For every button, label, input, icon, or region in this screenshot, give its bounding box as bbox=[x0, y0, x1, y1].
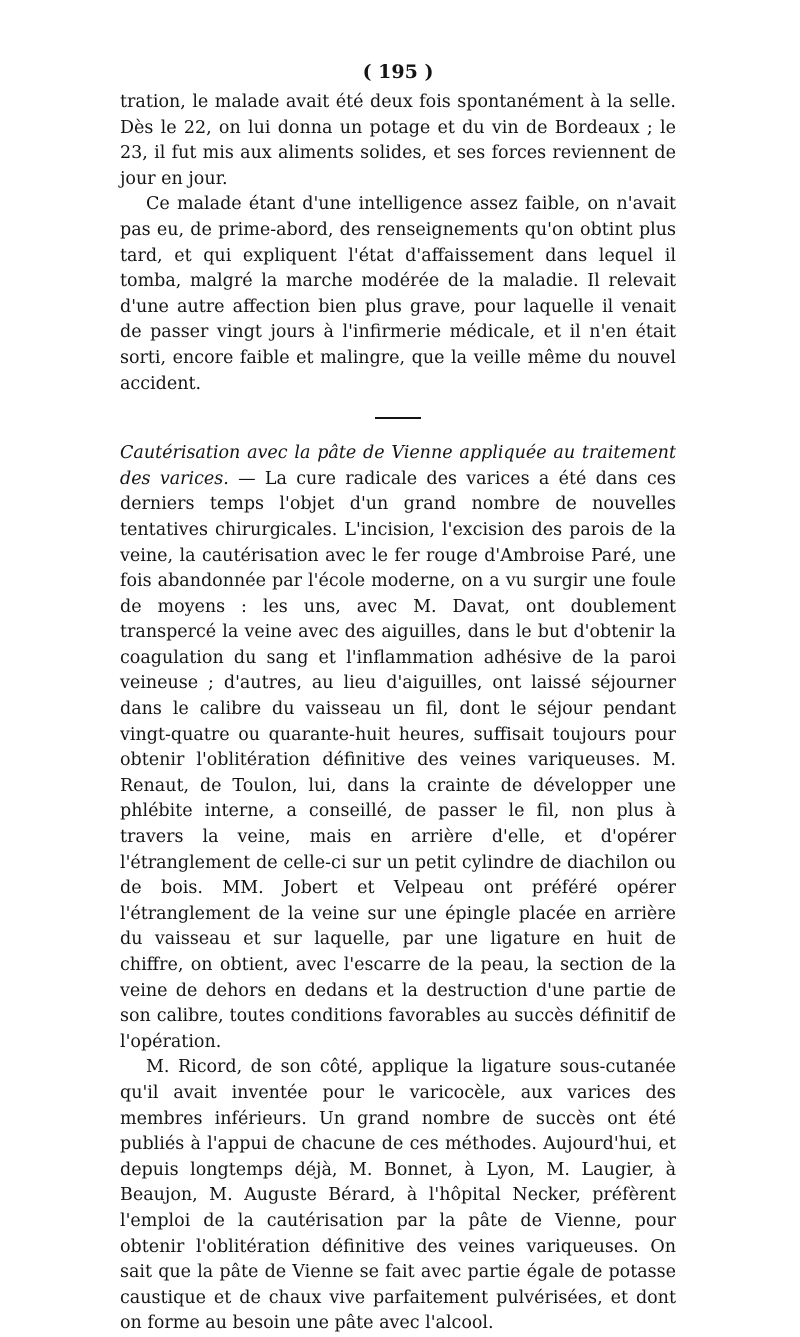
section-divider bbox=[375, 417, 421, 419]
section-title: Cautérisation avec la pâte de Vienne appliquée au traitement des varices. bbox=[120, 443, 676, 489]
paragraph-ricord: M. Ricord, de son côté, applique la ligature sous-cutanée qu'il avait inventée pour le varicocèle, aux varices des membres inférieurs. Un grand nombre de succès ont été publiés à l'appui de chacune de ces méthodes. Aujourd'hui, et depuis longtemps déjà, M. Bonnet, à Lyon, M. Laugier, à Beaujon, M. Auguste Bérard, à l'hôpital Necker, préfèrent l'emploi de la cautérisation par la pâte de Vienne, pour obtenir l'oblitération définitive des veines variqueuses. On sait que la pâte de Vienne se fait avec partie égale de potasse caustique et de chaux vive parfaitement pulvérisées, et dont on forme au besoin une pâte avec l'alcool. bbox=[120, 1057, 676, 1334]
section-paragraph bbox=[120, 441, 676, 1055]
paragraph-patient-history: Ce malade étant d'une intelligence assez faible, on n'avait pas eu, de prime-abord, des renseignements qu'on obtint plus tard, et qui expliquent l'état d'affaissement dans lequel il tomba, malgré la marche modérée de la maladie. Il relevait d'une autre affection bien plus grave, pour laquelle il venait de passer vingt jours à l'infirmerie médicale, et il n'en était sorti, encore faible et malingre, que la veille même du nouvel accident. bbox=[120, 194, 676, 394]
section-body: — La cure radicale des varices a été dans ces derniers temps l'objet d'un grand nombre de nouvelles tentatives chirurgicales. L'incision, l'excision des parois de la veine, la cautérisation avec le fer rouge d'Ambroise Paré, une fois abandonnée par l'école moderne, on a vu surgir une foule de moyens : les uns, avec M. Davat, ont doublement transpercé la veine avec des aiguilles, dans le but d'obtenir la coagulation du sang et l'inflammation adhésive de la paroi veineuse ; d'autres, au lieu d'aiguilles, ont laissé séjourner dans le calibre du vaisseau un fil, dont le séjour pendant vingt-quatre ou quarante-huit heures, suffisait toujours pour obtenir l'oblitération définitive des veines variqueuses. M. Renaut, de Toulon, lui, dans la crainte de développer une phlébite interne, a conseillé, de passer le fil, non plus à travers la veine, mais en arrière d'elle, et d'opérer l'étranglement de celle-ci sur un petit cylindre de diachilon ou de bois. MM. Jobert et Velpeau ont préféré opérer l'étranglement de la veine sur une épingle placée en arrière du vaisseau et sur laquelle, par une ligature en huit de chiffre, on obtient, avec l'escarre de la peau, la section de la veine de dehors en dedans et la destruction d'une partie de son calibre, toutes conditions favorables au succès définitif de l'opération. bbox=[120, 468, 676, 1052]
page-number: ( 195 ) bbox=[362, 61, 434, 83]
paragraph-continued: tration, le malade avait été deux fois spontanément à la selle. Dès le 22, on lui donna un potage et du vin de Bordeaux ; le 23, il fut mis aux aliments solides, et ses forces reviennent de jour en jour. bbox=[120, 92, 676, 189]
book-page bbox=[120, 58, 676, 1337]
